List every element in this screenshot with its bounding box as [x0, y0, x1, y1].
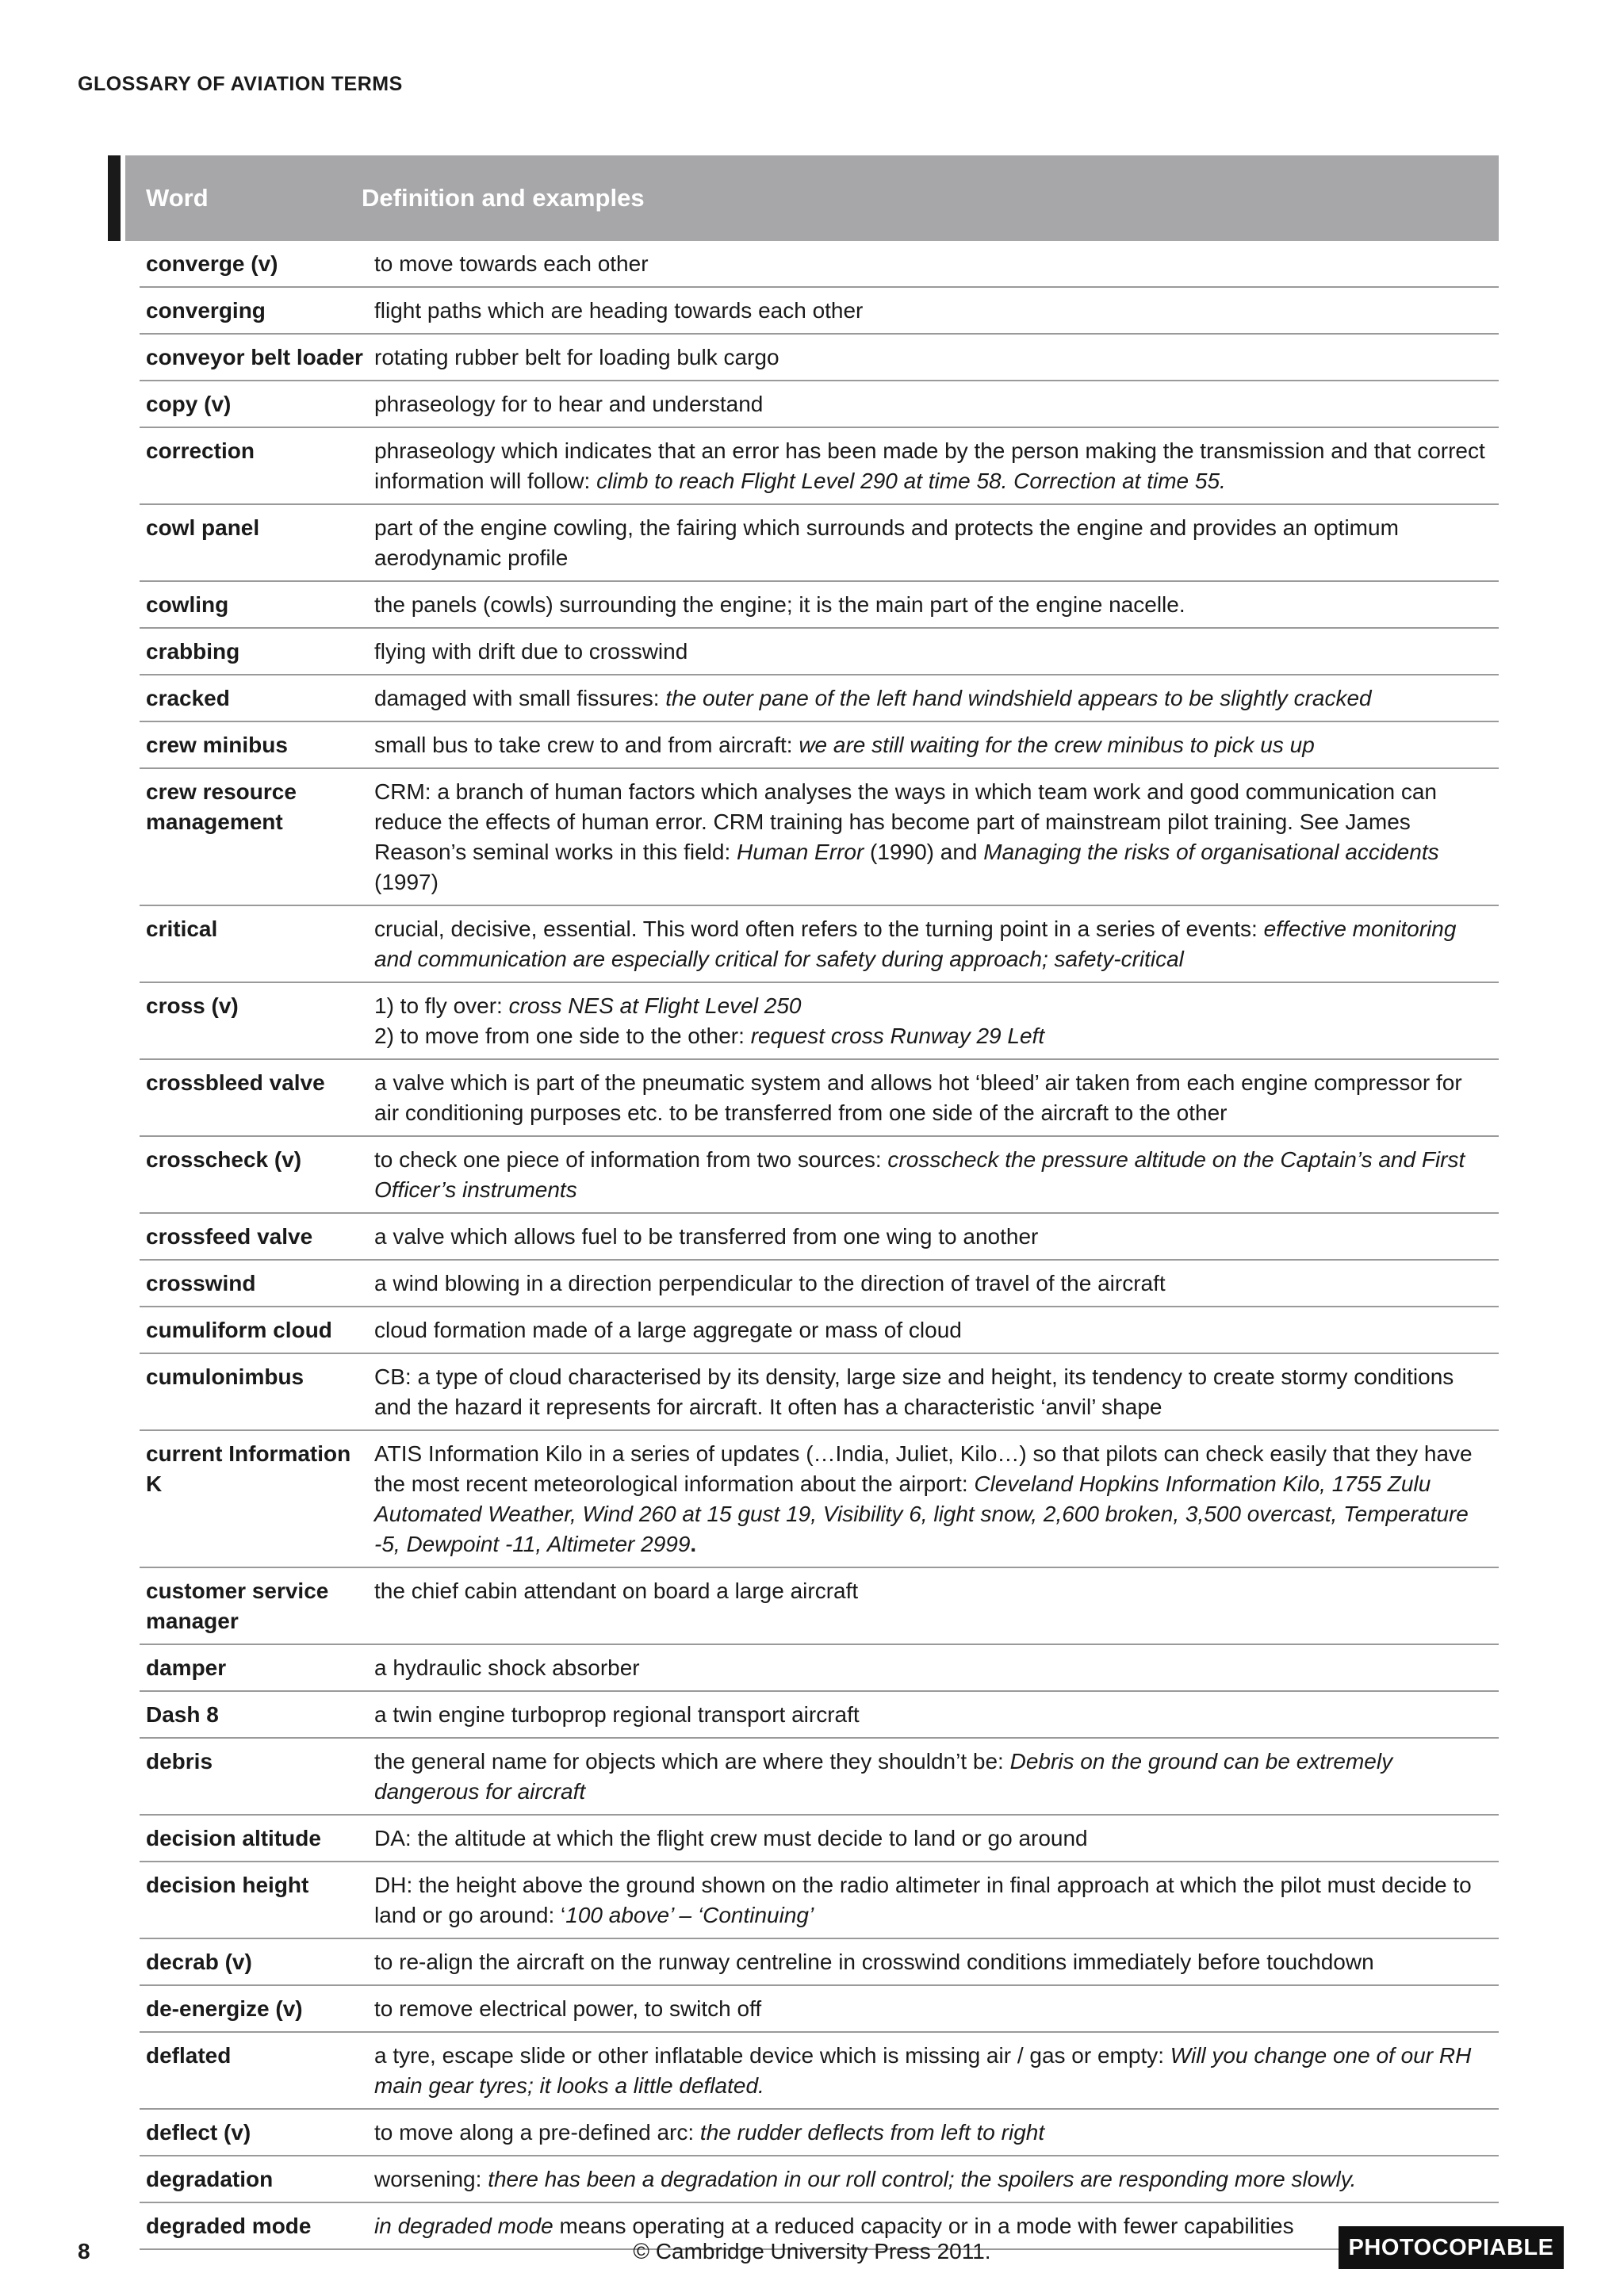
- term-definition: [374, 2118, 1499, 2148]
- definition-text: cloud formation made of a large aggregate or mass of cloud: [374, 1318, 962, 1342]
- definition-example: Debris on the ground can be extremely dangerous for aircraft: [374, 1749, 1393, 1804]
- definition-text: DH: the height above the ground shown on the radio altimeter in final approach at which the pilot must decide to land or go around: ‘: [374, 1873, 1472, 1927]
- table-row: [140, 769, 1499, 906]
- definition-line: [374, 1021, 1492, 1051]
- term-word: conveyor belt loader: [146, 345, 363, 369]
- table-row: [140, 1568, 1499, 1645]
- table-row: [140, 288, 1499, 335]
- table-row: [140, 582, 1499, 629]
- table-row: [140, 1431, 1499, 1568]
- definition-text: crucial, decisive, essential. This word often refers to the turning point in a series of events:: [374, 916, 1264, 941]
- term-definition: [374, 1747, 1499, 1807]
- table-row: [140, 2033, 1499, 2110]
- term-word: crossfeed valve: [146, 1224, 313, 1249]
- definition-text: .: [690, 1532, 697, 1556]
- definition-text: a wind blowing in a direction perpendicular to the direction of travel of the aircraft: [374, 1271, 1166, 1295]
- definition-text: CRM: a branch of human factors which analyses the ways in which team work and good communication can reduce the effects of human error. CRM training has become part of mainstream pilot training. See James Reason’s seminal works in this field:: [374, 779, 1437, 864]
- definition-example: Human Error: [737, 840, 864, 864]
- column-header-definition: Definition and examples: [362, 184, 645, 212]
- definition-example: in degraded mode: [374, 2214, 553, 2238]
- term-word: crossbleed valve: [146, 1070, 325, 1095]
- definition-example: 100 above’ – ‘Continuing’: [565, 1903, 814, 1927]
- table-row: [140, 241, 1499, 288]
- term-word: current Information K: [146, 1441, 351, 1496]
- table-row: [140, 381, 1499, 428]
- definition-text: a valve which is part of the pneumatic system and allows hot ‘bleed’ air taken from each engine compressor for air conditioning purposes etc. to be transferred from one side of the aircraft to the other: [374, 1070, 1462, 1125]
- definition-text: to move along a pre-defined arc:: [374, 2120, 700, 2145]
- term-word: cumuliform cloud: [146, 1318, 332, 1342]
- definition-text: damaged with small fissures:: [374, 686, 666, 710]
- term-word: deflated: [146, 2043, 232, 2068]
- table-row: [140, 505, 1499, 582]
- photocopiable-badge: PHOTOCOPIABLE: [1339, 2226, 1564, 2269]
- term-definition: [374, 2164, 1499, 2195]
- definition-text: ATIS Information Kilo in a series of updates (…India, Juliet, Kilo…) so that pilots can check easily that they have the most recent meteorological information about the airport:: [374, 1441, 1473, 1496]
- definition-text: to move towards each other: [374, 251, 649, 276]
- term-word: degraded mode: [146, 2214, 312, 2238]
- term-definition: [374, 1700, 1499, 1730]
- term-word: deflect (v): [146, 2120, 251, 2145]
- running-title: GLOSSARY OF AVIATION TERMS: [78, 73, 403, 95]
- table-row: [140, 675, 1499, 722]
- table-row: [140, 1307, 1499, 1354]
- definition-text: to re-align the aircraft on the runway centreline in crosswind conditions immediately before touchdown: [374, 1950, 1374, 1974]
- term-definition: [374, 1870, 1499, 1931]
- table-row: [140, 335, 1499, 381]
- definition-text: a hydraulic shock absorber: [374, 1655, 640, 1680]
- term-definition: [374, 436, 1499, 496]
- table-row: [140, 428, 1499, 505]
- definition-text: phraseology which indicates that an error has been made by the person making the transmission and that correct information will follow:: [374, 438, 1485, 493]
- table-row: [140, 722, 1499, 769]
- header-accent-bar: [108, 155, 121, 241]
- term-word: crew resource management: [146, 779, 297, 834]
- definition-example: there has been a degradation in our roll control; the spoilers are responding more slowly.: [488, 2167, 1357, 2191]
- definition-example: request cross Runway 29 Left: [750, 1024, 1045, 1048]
- table-row: [140, 2156, 1499, 2203]
- term-word: converge (v): [146, 251, 278, 276]
- term-definition: [374, 1269, 1499, 1299]
- table-row: [140, 983, 1499, 1060]
- term-definition: [374, 2211, 1499, 2241]
- definition-text: a twin engine turboprop regional transport aircraft: [374, 1702, 860, 1727]
- term-word: customer service manager: [146, 1578, 329, 1633]
- term-word: crew minibus: [146, 733, 288, 757]
- term-definition: [374, 1439, 1499, 1559]
- definition-example: we are still waiting for the crew minibus to pick us up: [799, 733, 1315, 757]
- definition-example: cross NES at Flight Level 250: [508, 993, 802, 1018]
- page-number: 8: [78, 2239, 90, 2263]
- definition-text: phraseology for to hear and understand: [374, 392, 764, 416]
- term-definition: [374, 637, 1499, 667]
- term-word: critical: [146, 916, 218, 941]
- term-definition: [374, 1145, 1499, 1205]
- term-word: crabbing: [146, 639, 240, 664]
- term-definition: [374, 991, 1499, 1051]
- definition-text: a valve which allows fuel to be transferred from one wing to another: [374, 1224, 1039, 1249]
- term-word: decrab (v): [146, 1950, 252, 1974]
- table-row: [140, 1739, 1499, 1816]
- table-row: [140, 629, 1499, 675]
- term-word: cowling: [146, 592, 229, 617]
- table-row: [140, 906, 1499, 983]
- term-word: cross (v): [146, 993, 239, 1018]
- definition-example: Will you change one of our RH main gear tyres; it looks a little deflated.: [374, 2043, 1472, 2098]
- term-definition: [374, 1222, 1499, 1252]
- term-definition: [374, 389, 1499, 419]
- definition-example: Managing the risks of organisational accidents: [983, 840, 1439, 864]
- definition-text: 2) to move from one side to the other:: [374, 1024, 751, 1048]
- definition-text: rotating rubber belt for loading bulk cargo: [374, 345, 779, 369]
- definition-example: crosscheck the pressure altitude on the Captain’s and First Officer’s instruments: [374, 1147, 1465, 1202]
- definition-example: the rudder deflects from left to right: [699, 2120, 1045, 2145]
- table-row: [140, 2110, 1499, 2156]
- term-definition: [374, 1653, 1499, 1683]
- table-row: [140, 1060, 1499, 1137]
- term-definition: [374, 2041, 1499, 2101]
- term-word: cumulonimbus: [146, 1364, 304, 1389]
- definition-text: the panels (cowls) surrounding the engine; it is the main part of the engine nacelle.: [374, 592, 1185, 617]
- term-definition: [374, 1576, 1499, 1636]
- term-definition: [374, 777, 1499, 897]
- term-definition: [374, 683, 1499, 714]
- definition-text: part of the engine cowling, the fairing which surrounds and protects the engine and provides an optimum aerodynamic profile: [374, 515, 1399, 570]
- table-header: [125, 155, 1499, 241]
- table-row: [140, 1692, 1499, 1739]
- term-definition: [374, 730, 1499, 760]
- definition-text: to check one piece of information from two sources:: [374, 1147, 888, 1172]
- term-definition: [374, 1947, 1499, 1977]
- term-definition: [374, 296, 1499, 326]
- table-row: [140, 1645, 1499, 1692]
- term-definition: [374, 914, 1499, 974]
- table-row: [140, 1137, 1499, 1214]
- definition-text: to remove electrical power, to switch off: [374, 1996, 762, 2021]
- definition-text: CB: a type of cloud characterised by its density, large size and height, its tendency to create stormy conditions and the hazard it represents for aircraft. It often has a characteristic ‘anvil’ shape: [374, 1364, 1454, 1419]
- term-definition: [374, 1315, 1499, 1345]
- definition-text: means operating at a reduced capacity or in a mode with fewer capabilities: [553, 2214, 1294, 2238]
- definition-text: the general name for objects which are where they shouldn’t be:: [374, 1749, 1010, 1774]
- definition-text: small bus to take crew to and from aircraft:: [374, 733, 799, 757]
- definition-text: the chief cabin attendant on board a large aircraft: [374, 1578, 859, 1603]
- term-definition: [374, 1994, 1499, 2024]
- term-definition: [374, 342, 1499, 373]
- term-word: decision height: [146, 1873, 309, 1897]
- definition-text: flight paths which are heading towards each other: [374, 298, 864, 323]
- definition-example: Cleveland Hopkins Information Kilo, 1755 Zulu Automated Weather, Wind 260 at 15 gust 19, Visibility 6, light snow, 2,600 broken, 3,500 overcast, Temperature -5, Dewpoint -11, Altimeter 2999: [374, 1471, 1469, 1556]
- table-row: [140, 1354, 1499, 1431]
- term-word: Dash 8: [146, 1702, 219, 1727]
- table-row: [140, 1261, 1499, 1307]
- table-body: [140, 241, 1499, 2250]
- definition-text: a tyre, escape slide or other inflatable device which is missing air / gas or empty:: [374, 2043, 1170, 2068]
- term-word: de-energize (v): [146, 1996, 303, 2021]
- table-row: [140, 1986, 1499, 2033]
- term-definition: [374, 249, 1499, 279]
- table-row: [140, 1862, 1499, 1939]
- term-definition: [374, 1362, 1499, 1422]
- term-word: degradation: [146, 2167, 274, 2191]
- definition-text: 1) to fly over:: [374, 993, 509, 1018]
- term-word: copy (v): [146, 392, 232, 416]
- glossary-table: [125, 155, 1499, 2250]
- term-definition: [374, 590, 1499, 620]
- definition-text: DA: the altitude at which the flight crew must decide to land or go around: [374, 1826, 1088, 1850]
- definition-text: flying with drift due to crosswind: [374, 639, 688, 664]
- definition-example: effective monitoring and communication are especially critical for safety during approach; safety-critical: [374, 916, 1457, 971]
- definition-text: worsening:: [374, 2167, 488, 2191]
- term-definition: [374, 513, 1499, 573]
- term-word: decision altitude: [146, 1826, 321, 1850]
- term-word: debris: [146, 1749, 213, 1774]
- definition-line: [374, 991, 1492, 1021]
- definition-example: the outer pane of the left hand windshield appears to be slightly cracked: [665, 686, 1372, 710]
- term-word: crosscheck (v): [146, 1147, 302, 1172]
- definition-example: climb to reach Flight Level 290 at time 58. Correction at time 55.: [596, 469, 1226, 493]
- copyright-notice: © Cambridge University Press 2011.: [633, 2239, 991, 2263]
- definition-text: (1990) and: [864, 840, 984, 864]
- term-definition: [374, 1823, 1499, 1854]
- term-word: correction: [146, 438, 255, 463]
- term-word: cracked: [146, 686, 230, 710]
- column-header-word: Word: [146, 184, 209, 212]
- term-word: cowl panel: [146, 515, 260, 540]
- definition-text: (1997): [374, 870, 439, 894]
- table-row: [140, 1816, 1499, 1862]
- table-row: [140, 1939, 1499, 1986]
- table-row: [140, 1214, 1499, 1261]
- term-word: converging: [146, 298, 266, 323]
- term-word: damper: [146, 1655, 227, 1680]
- term-definition: [374, 1068, 1499, 1128]
- term-word: crosswind: [146, 1271, 256, 1295]
